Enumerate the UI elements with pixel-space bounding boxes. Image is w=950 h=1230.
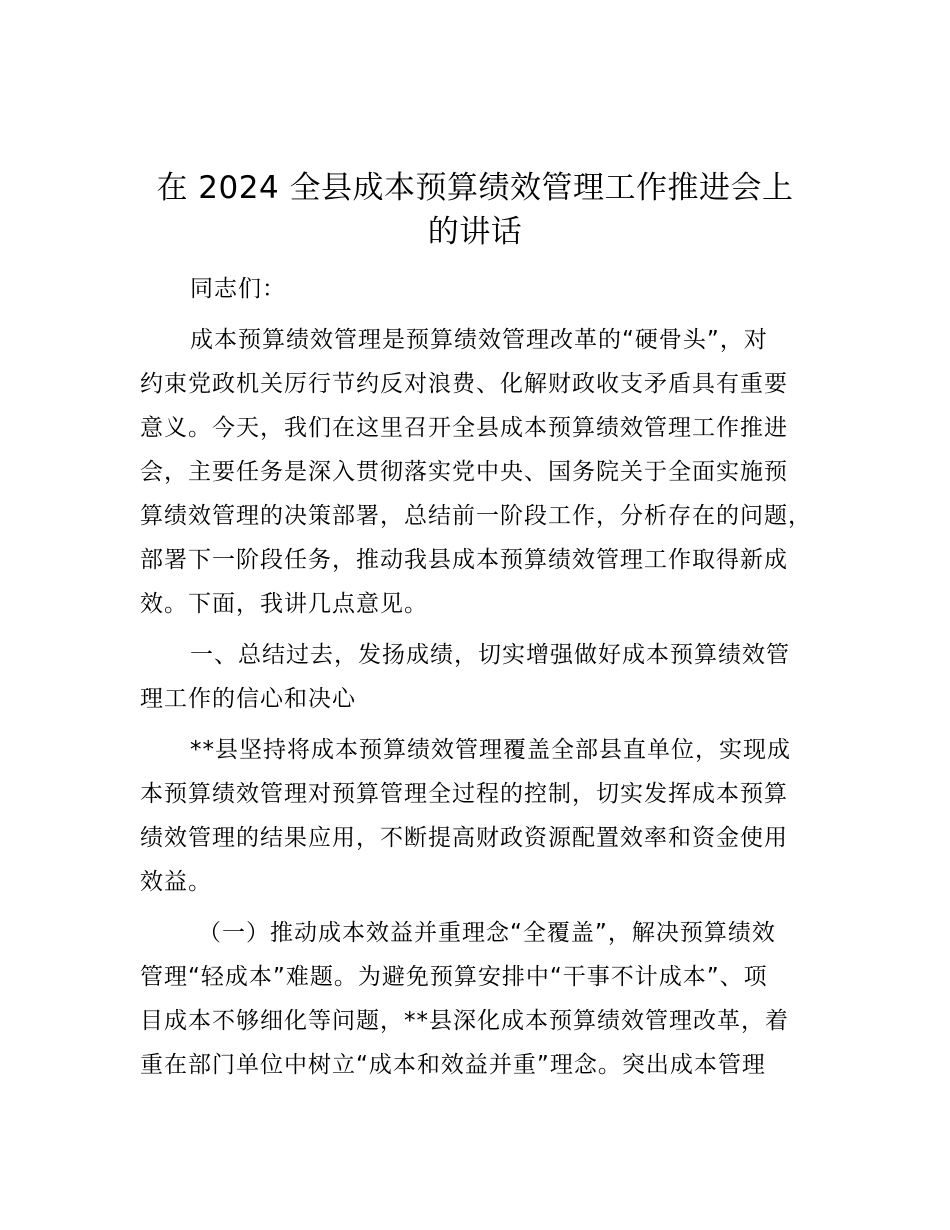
- title-line-1: 在 2024 全县成本预算绩效管理工作推进会上: [156, 170, 794, 206]
- paragraph-line: 重在部门单位中树立“成本和效益并重”理念。突出成本管理: [140, 1052, 766, 1078]
- paragraph-line: **县坚持将成本预算绩效管理覆盖全部县直单位，实现成: [190, 737, 791, 763]
- paragraph-line: 效益。: [140, 869, 212, 895]
- paragraph-line: 会，主要任务是深入贯彻落实党中央、国务院关于全面实施预: [140, 459, 788, 485]
- paragraph-line: 绩效管理的结果应用，不断提高财政资源配置效率和资金使用: [140, 825, 788, 851]
- paragraph-line: 约束党政机关厉行节约反对浪费、化解财政收支矛盾具有重要: [140, 371, 788, 397]
- section-heading-line: 一、总结过去，发扬成绩，切实增强做好成本预算绩效管: [190, 642, 790, 668]
- document-title: [120, 166, 830, 254]
- paragraph-line: 算绩效管理的决策部署，总结前一阶段工作，分析存在的问题，: [140, 503, 812, 529]
- paragraph-line: 目成本不够细化等问题，**县深化成本预算绩效管理改革，着: [140, 1008, 789, 1034]
- paragraph-line: 本预算绩效管理对预算管理全过程的控制，切实发挥成本预算: [140, 781, 788, 807]
- title-line-2: 的讲话: [427, 214, 523, 250]
- paragraph-line: （一）推动成本效益并重理念“全覆盖”，解决预算绩效: [198, 920, 776, 946]
- paragraph-line: 效。下面，我讲几点意见。: [140, 591, 428, 617]
- section-heading-line: 理工作的信心和决心: [140, 686, 356, 712]
- salutation: 同志们：: [190, 276, 286, 302]
- paragraph-line: 成本预算绩效管理是预算绩效管理改革的“硬骨头”，对: [190, 327, 768, 353]
- paragraph-line: 部署下一阶段任务，推动我县成本预算绩效管理工作取得新成: [140, 547, 788, 573]
- paragraph-line: 意义。今天，我们在这里召开全县成本预算绩效管理工作推进: [140, 415, 788, 441]
- paragraph-line: 管理“轻成本”难题。为避免预算安排中“干事不计成本”、项: [140, 964, 768, 990]
